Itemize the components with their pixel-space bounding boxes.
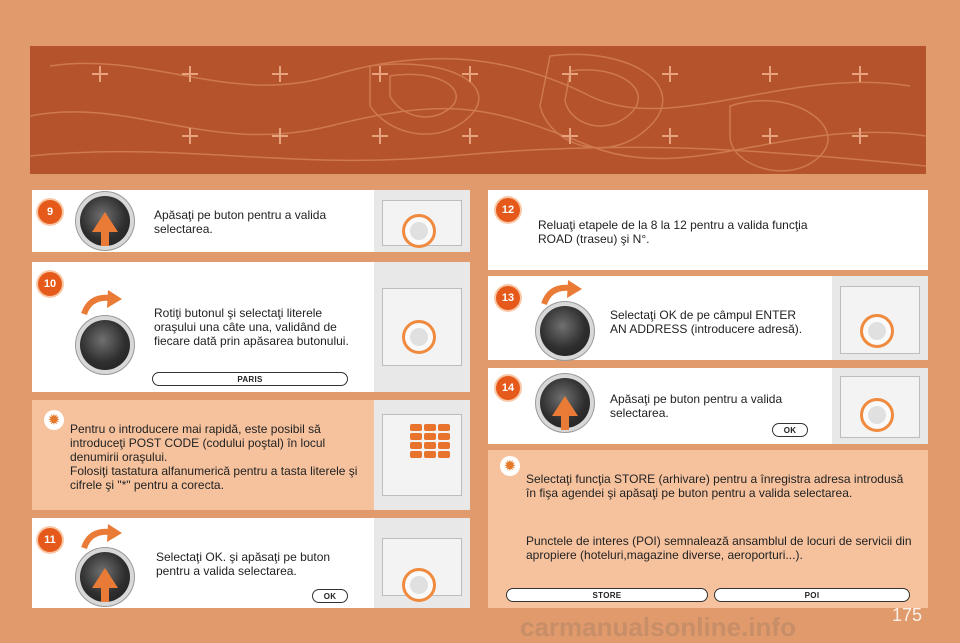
radio-unit-image: [374, 262, 470, 392]
ok-label: OK: [772, 423, 808, 437]
step-14-badge: 14: [496, 376, 520, 400]
tip-store-text: Selectaţi funcţia STORE (arhivare) pentru a înregistra adresa introdusă în fişa agendei şi apăsaţi pe buton pentru a valida selectarea.: [526, 472, 904, 500]
alphanumeric-keypad: [410, 424, 450, 458]
press-arrow-head-icon: [92, 212, 118, 232]
control-knob-icon: [540, 306, 590, 356]
step-11-text: Selectaţi OK. şi apăsaţi pe buton pentru a valida selectarea.: [156, 550, 331, 578]
step-12-badge: 12: [496, 198, 520, 222]
ok-label: OK: [312, 589, 348, 603]
step-11-badge: 11: [38, 528, 62, 552]
paris-label: PARIS: [152, 372, 348, 386]
press-arrow-head-icon: [92, 568, 118, 588]
radio-unit-image: [374, 190, 470, 252]
control-knob-icon: [80, 320, 130, 370]
tip-postcode-text: Pentru o introducere mai rapidă, este posibil să introduceţi POST CODE (codului poştal) în locul denumirii oraşului. Folosiţi tastatura alfanumerică pentru a tasta literele şi cifrele şi "*" pentru a corecta.: [70, 422, 358, 492]
step-12-text: Reluaţi etapele de la 8 la 12 pentru a valida funcţia ROAD (traseu) şi N°.: [538, 218, 808, 246]
step-13-text: Selectaţi OK de pe câmpul ENTER AN ADDRESS (introducere adresă).: [610, 308, 803, 336]
rotate-arrow-icon: [80, 290, 124, 316]
rotate-arrow-icon: [80, 524, 124, 550]
radio-unit-image: [832, 276, 928, 360]
step-10-text: Rotiţi butonul şi selectaţi literele oraşului una câte una, validând de fiecare dată prin apăsarea butonului.: [154, 306, 349, 348]
rotate-arrow-icon: [540, 280, 584, 306]
step-9-text: Apăsaţi pe buton pentru a valida selectarea.: [154, 208, 327, 236]
press-arrow-icon: [101, 230, 109, 246]
store-label: STORE: [506, 588, 708, 602]
lightbulb-icon: ✹: [500, 456, 520, 476]
radio-unit-image: [832, 368, 928, 444]
knob-highlight-icon: [402, 320, 436, 354]
tip-panel-postcode: [32, 400, 470, 510]
step-10-badge: 10: [38, 272, 62, 296]
step-10-panel: [32, 262, 470, 392]
step-14-panel: [488, 368, 928, 444]
step-14-text: Apăsaţi pe buton pentru a valida selectarea.: [610, 392, 783, 420]
step-13-badge: 13: [496, 286, 520, 310]
topographic-map-graphic: [30, 46, 926, 174]
press-arrow-icon: [561, 414, 569, 430]
lightbulb-icon: ✹: [44, 410, 64, 430]
knob-highlight-icon: [402, 214, 436, 248]
page-number: 175: [891, 605, 922, 625]
press-arrow-icon: [101, 586, 109, 602]
radio-unit-image: [374, 518, 470, 608]
watermark: carmanualsonline.info: [520, 612, 796, 642]
keypad-unit-image: [374, 400, 470, 510]
step-9-badge: 9: [38, 200, 62, 224]
knob-highlight-icon: [860, 314, 894, 348]
tip-panel-store: [488, 450, 928, 608]
press-arrow-head-icon: [552, 396, 578, 416]
poi-label: POI: [714, 588, 910, 602]
tip-poi-text: Punctele de interes (POI) semnalează ansamblul de locuri de servicii din apropiere (hoteluri,magazine diverse, aeroporturi...).: [526, 534, 912, 562]
step-11-panel: [32, 518, 470, 608]
knob-highlight-icon: [860, 398, 894, 432]
step-9-panel: [32, 190, 470, 252]
step-12-panel: [488, 190, 928, 270]
step-13-panel: [488, 276, 928, 360]
map-banner: [30, 46, 926, 174]
knob-highlight-icon: [402, 568, 436, 602]
